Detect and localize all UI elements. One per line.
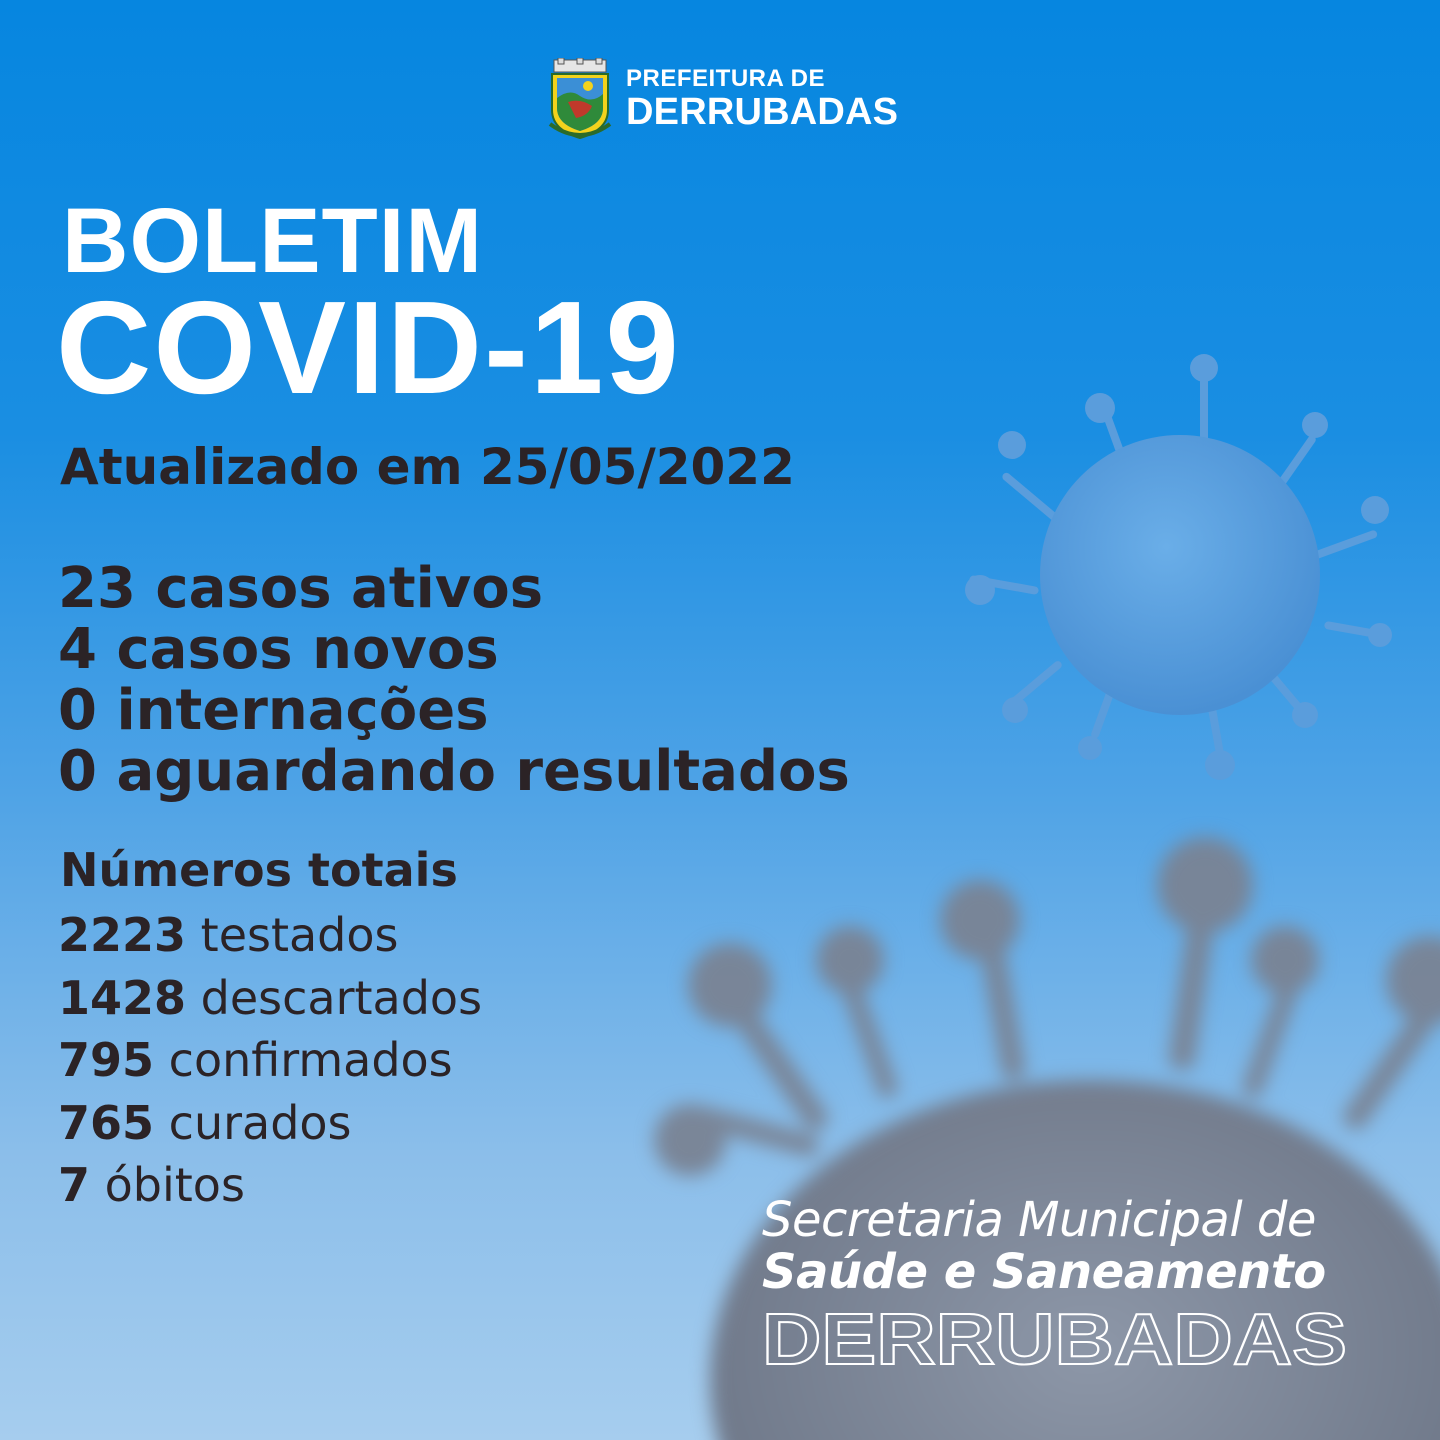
- prefeitura-logo: [548, 58, 898, 140]
- status-label: aguardando resultados: [96, 739, 850, 804]
- status-value: 23: [58, 556, 136, 621]
- logo-city-name: DERRUBADAS: [626, 91, 899, 133]
- totals-value: 795: [58, 1033, 155, 1087]
- secretaria-signature: [762, 1192, 1352, 1377]
- secretaria-city-outline: [762, 1302, 1352, 1374]
- bulletin-title: BOLETIM: [62, 190, 483, 292]
- totals-value: 2223: [58, 908, 187, 962]
- totals-label: curados: [154, 1095, 352, 1150]
- virus-illustration: [960, 350, 1400, 790]
- covid-title: COVID-19: [56, 274, 681, 421]
- status-list: [58, 558, 850, 802]
- totals-value: 7: [58, 1158, 91, 1212]
- municipal-crest-icon: [548, 58, 612, 140]
- status-item-awaiting-results: [58, 741, 850, 802]
- totals-item-discarded: [58, 967, 482, 1030]
- secretaria-city-text: DERRUBADAS: [762, 1302, 1347, 1374]
- totals-label: descartados: [186, 970, 483, 1025]
- totals-item-deaths: [58, 1154, 482, 1217]
- totals-value: 1428: [58, 970, 187, 1025]
- totals-heading: Números totais: [60, 843, 458, 897]
- totals-label: testados: [186, 908, 399, 962]
- logo-text: [626, 67, 898, 131]
- totals-list: [58, 904, 482, 1217]
- totals-item-confirmed: [58, 1029, 482, 1092]
- logo-prefeitura-label: PREFEITURA DE: [626, 65, 825, 92]
- totals-item-recovered: [58, 1092, 482, 1155]
- totals-label: confirmados: [154, 1033, 453, 1087]
- status-label: casos ativos: [135, 556, 544, 621]
- totals-value: 765: [58, 1095, 155, 1150]
- status-item-new-cases: [58, 619, 850, 680]
- status-value: 4: [58, 617, 97, 682]
- status-value: 0: [58, 678, 97, 743]
- totals-label: óbitos: [90, 1158, 245, 1212]
- status-label: internações: [96, 678, 489, 743]
- status-value: 0: [58, 739, 97, 804]
- secretaria-line1: Secretaria Municipal de: [762, 1192, 1316, 1248]
- secretaria-line2: Saúde e Saneamento: [762, 1244, 1326, 1300]
- status-item-active-cases: [58, 558, 850, 619]
- updated-date: Atualizado em 25/05/2022: [60, 438, 795, 496]
- status-label: casos novos: [96, 617, 499, 682]
- totals-item-tested: [58, 904, 482, 967]
- status-item-hospitalizations: [58, 680, 850, 741]
